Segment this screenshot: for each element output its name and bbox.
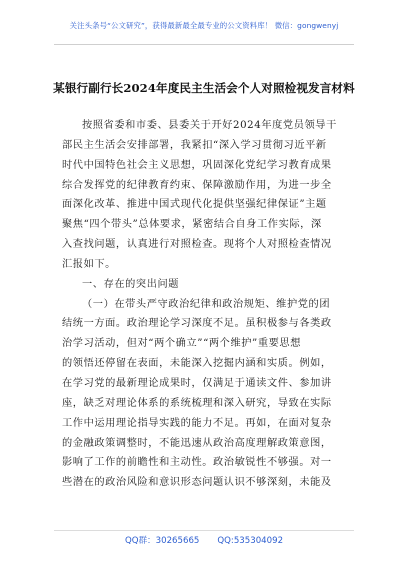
body-line: 的领悟还停留在表面，未能深入挖掘内涵和实质。例如， bbox=[62, 358, 332, 370]
body-line: 座，缺乏对理论体系的系统梳理和深入研究，导致在实际 bbox=[62, 397, 332, 409]
body-line: 治学习活动，但对“两个确立”“两个维护”重要思想 bbox=[62, 338, 301, 350]
body-line: 影响了工作的前瞻性和主动性。政治敏锐性不够强。对一 bbox=[62, 457, 332, 469]
body-line: 入查找问题，认真进行对照检查。现将个人对照检查情况 bbox=[62, 239, 332, 251]
body-line: 在学习党的最新理论成果时，仅满足于通读文件、参加讲 bbox=[62, 377, 332, 389]
body-line: 汇报如下。 bbox=[62, 258, 116, 270]
body-line: 面深化改革、推进中国式现代化提供坚强纪律保证”主题 bbox=[62, 199, 327, 211]
body-line: 时代中国特色社会主义思想，巩固深化党纪学习教育成果 bbox=[62, 159, 332, 171]
footer-divider bbox=[54, 530, 354, 531]
subsection-heading: （一）在带头严守政治纪律和政治规矩、维护党的团 bbox=[82, 298, 331, 310]
header-promo-note: 关注头条号“公文研究”，获得最新最全最专业的公文资料库！ 微信：gongwenyj bbox=[69, 21, 339, 30]
body-line: 按照省委和市委、县委关于开好2024年度党员领导干 bbox=[82, 120, 337, 131]
footer-qq-group: QQ群：30265665 bbox=[124, 536, 200, 546]
section-heading: 一、存在的突出问题 bbox=[82, 278, 180, 290]
footer-contact bbox=[0, 534, 408, 546]
body-line: 些潜在的政治风险和意识形态问题认识不够深刻，未能及 bbox=[62, 477, 332, 489]
footer-qq-contact: QQ:535304092 bbox=[217, 536, 284, 546]
body-line: 部民主生活会安排部署，我紧扣“深入学习贯彻习近平新 bbox=[62, 139, 327, 151]
body-line: 聚焦“四个带头”总体要求，紧密结合自身工作实际，深 bbox=[62, 219, 322, 231]
body-line: 结统一方面。政治理论学习深度不足。虽积极参与各类政 bbox=[62, 318, 332, 330]
document-body bbox=[62, 116, 352, 493]
body-line: 的金融政策调整时，不能迅速从政治高度理解政策意图， bbox=[62, 437, 332, 449]
document-title: 某银行副行长2024年度民主生活会个人对照检视发言材料 bbox=[53, 81, 355, 95]
header-divider bbox=[54, 44, 354, 45]
body-line: 工作中运用理论指导实践的能力不足。再如，在面对复杂 bbox=[62, 417, 332, 429]
body-line: 综合发挥党的纪律教育约束、保障激励作用，为进一步全 bbox=[62, 179, 332, 191]
